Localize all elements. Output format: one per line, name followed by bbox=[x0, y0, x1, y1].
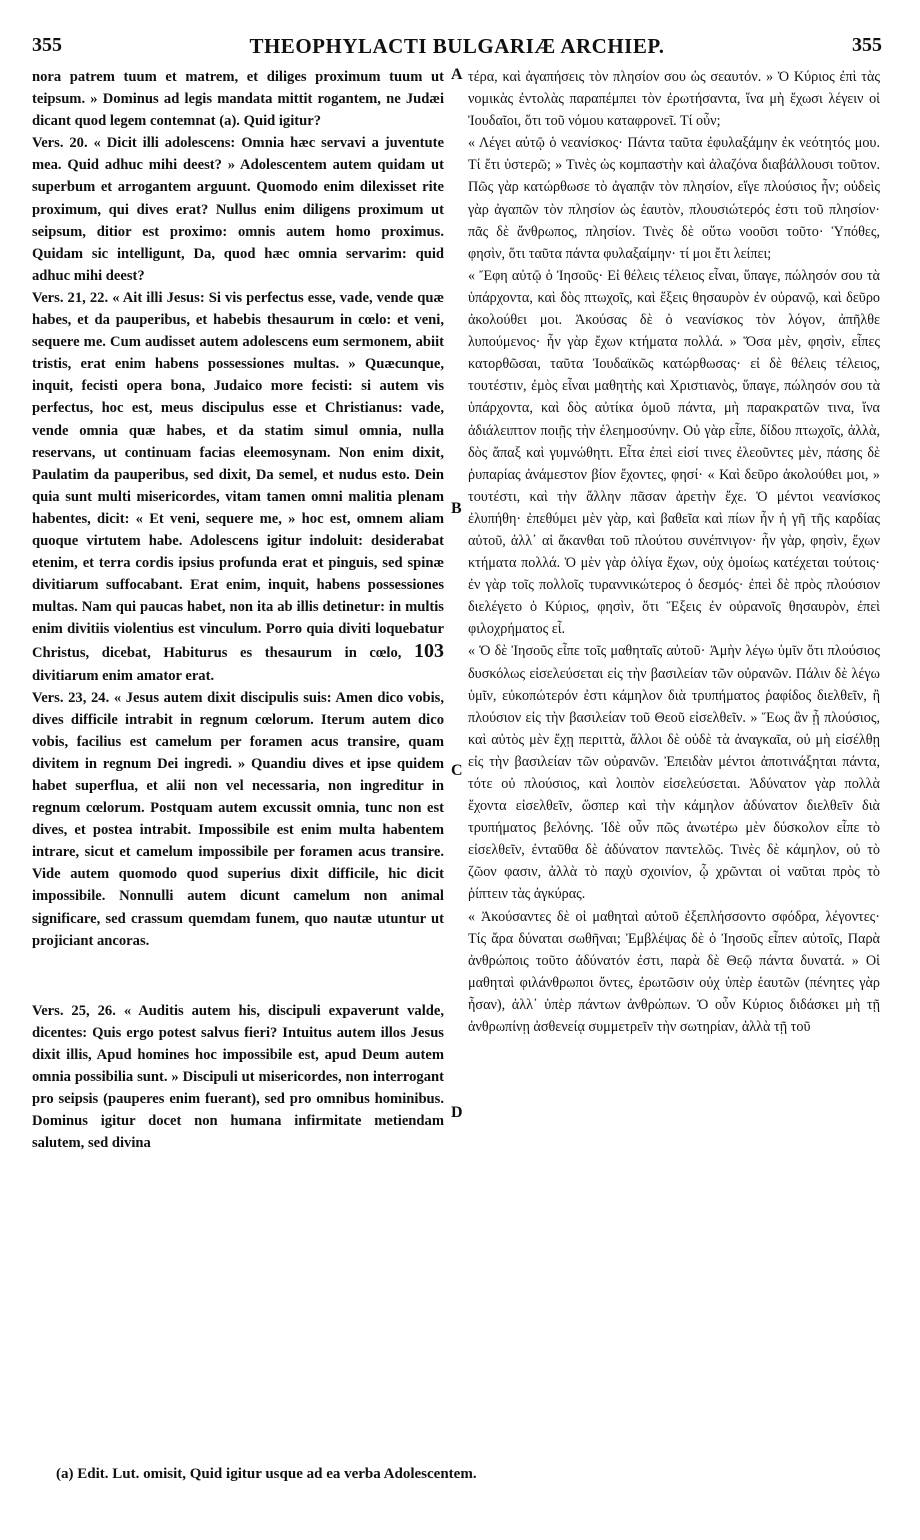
margin-letter-d: D bbox=[451, 1104, 463, 1121]
greek-paragraph: « Ἔφη αὐτῷ ὁ Ἰησοῦς· Εἰ θέλεις τέλειος εἶναι, ὕπαγε, πώλησόν σου τὰ ὑπάρχοντα, καὶ δὸς πτωχοῖς, καὶ ἕξεις θησαυρὸν ἐν οὐρανῷ, καὶ δεῦρο ἀκολούθει μοι. Ἀκούσας δὲ ὁ νεανίσκος τὸν λόγον, ἀπῆλθε λυπούμενος· ἦν γὰρ ἔχων κτήματα πολλά. » Ὅσα μὲν, φησὶν, εἶπες κατορθῶσαι, ταῦτα Ἰουδαϊκῶς κατώρθωσας· εἰ δὲ θέλεις τέλειος, τουτέστιν, ἐμὸς εἶναι μαθητὴς καὶ Χριστιανὸς, ὕπαγε, πώλησόν σου τὰ ὑπάρχοντα, καὶ δὸς αὐτίκα ὁμοῦ πάντα, μὴ παρακρατῶν τινα, ἵνα ἀδιάλειπτον ποιῇς τὴν ἐλεημοσύνην. Οὐ γὰρ εἶπε, δίδου πτωχοῖς, ἀλλὰ, δὸς ἅπαξ καὶ γυμνώθητι. Εἶτα ἐπεὶ εἰσί τινες ἐλεοῦντες μὲν, πάσης δὲ ῥυπαρίας ἀνάμεστον βίον ἔχοντες, φησί· « Καὶ δεῦρο ἀκολούθει μοι, » τουτέστι, καὶ τὴν ἄλλην πᾶσαν ἀρετὴν ἔχε. Ὁ μέντοι νεανίσκος ἐλυπήθη· ἐπεθύμει μὲν γὰρ, καὶ βαθεῖα καὶ πίων ἦν ἡ γῆ τῆς καρδίας αὐτοῦ, ἀλλ᾽ αἱ ἄκανθαι τοῦ πλούτου συνέπνιγον· ἦν γὰρ, φησὶν, ἔχων κτήματα πολλά. Ὁ μὲν γὰρ ὀλίγα ἔχων, οὐχ ὁμοίως κατέχεται τούτοις· ἐν γὰρ τοῖς πολλοῖς τυραννικώτερος ὁ δεσμός· ἐπεὶ δὲ πρὸς πλούσιον διελέγετο ὁ Κύριος, φησὶν, ὅτι Ἕξεις ἐν οὐρανοῖς θησαυρὸν, ἐπεὶ φιλοχρήματος εἶ. bbox=[468, 267, 880, 638]
latin-text: divitiarum enim amator erat. bbox=[32, 667, 215, 684]
latin-paragraph: Vers. 20. « Dicit illi adolescens: Omnia hæc servavi a juventute mea. Quid adhuc mihi deest? » Adolescentem autem quidam ut superbum et arrogantem arguunt. Quomodo enim dilexisset rite proximum, qui dives erat? Nullus enim diligens proximum ut seipsum, ditior est proximo: omnis autem homo proximus. Quidam sic intelligunt, Da, quod hæc omnia servarim: quid adhuc mihi deest? bbox=[32, 135, 444, 284]
latin-paragraph: Vers. 23, 24. « Jesus autem dixit discipulis suis: Amen dico vobis, dives difficile intrabit in regnum cœlorum. Iterum autem dico vobis, facilius est camelum per foramen acus transire, quam divitem in regnum Dei ingredi. » Quandiu dives et ipse quidem habet superflua, et alii non vel necessaria, non ingreditur in regnum cœlorum. Postquam autem excussit omnia, tunc non est dives, et postea intrabit. Impossibile est enim multa habentem intrare, sicut et camelum impossibile per foramen acus transire. Vide autem quomodo quod superius dixit difficile, hic dicit impossibile. Nonnulli autem dicunt camelum non animal significare, sed crassum quemdam funem, quo nautæ utuntur ut projiciant ancoras. bbox=[32, 689, 444, 949]
page-number-left: 355 bbox=[32, 34, 62, 56]
page-number-right: 355 bbox=[852, 34, 882, 56]
footnote: (a) Edit. Lut. omisit, Quid igitur usque ad ea verba Adolescentem. bbox=[56, 1466, 477, 1482]
latin-text: Vers. 21, 22. « Ait illi Jesus: Si vis perfectus esse, vade, vende quæ habes, et da pauperibus, et habebis thesaurum in cœlo: et veni, sequere me. Cum audisset autem adolescens eum sermonem, abiit tristis, erat enim habens possessiones multas. » Quæcunque, inquit, fecisti opera bona, Judaico more fecisti: si autem vis perfectus, hoc est, meus discipulus esse et Christianus: vade, vende omnia quæ habes, et da statim simul omnia, nulla reservans, ut continuam facias eleemosynam. Non enim dixit, Paulatim da pauperibus, sed dixit, Da semel, et nudus esto. Dein quia sunt multi misericordes, vitam tamen omni malitia plenam habentes, dicit: « Et veni, sequere me, » hoc est, omnem aliam quoque virtutem habe. Adolescens igitur indoluit: desiderabat etenim, et terra cordis ipsius profunda erat et pinguis, sed spinæ divitiarum suffocabant. Erat enim, inquit, habens possessiones multas. Nam qui paucas habet, non ita ab illis detinetur: in multis enim divitiis violentius est vinculum. Porro quia diviti loquebatur Christus, dicebat, Habiturus es thesaurum in cœlo, bbox=[32, 289, 444, 662]
marginal-marker: 103 bbox=[414, 640, 444, 663]
latin-column bbox=[32, 66, 444, 1154]
greek-paragraph: « Λέγει αὐτῷ ὁ νεανίσκος· Πάντα ταῦτα ἐφυλαξάμην ἐκ νεότητός μου. Τί ἔτι ὑστερῶ; » Τινὲς ὡς κομπαστὴν καὶ ἀλαζόνα διαβάλλουσι τοῦτον. Πῶς γὰρ κατώρθωσε τὸ ἀγαπᾷν τὸν πλησίον, εἴγε πλούσιος ἦν; οὐδεὶς γὰρ ἀγαπῶν τὸν πλησίον ὡς ἑαυτὸν, πλουσιώτερός ἐστι τοῦ πλησίον· πᾶς δὲ ἄνθρωπος, πλησίον. Τινὲς δὲ οὕτω νοοῦσι τοῦτο· Ὑπόθες, φησὶν, ὅτι ταῦτα πάντα φυλαξαίμην· τί μοι ἔτι λείπει; bbox=[468, 135, 880, 262]
margin-letter-b: B bbox=[451, 500, 462, 517]
running-title: THEOPHYLACTI BULGARIÆ ARCHIEP. bbox=[249, 34, 665, 58]
greek-column bbox=[468, 66, 880, 1038]
margin-letter-c: C bbox=[451, 762, 463, 779]
latin-paragraph: nora patrem tuum et matrem, et diliges proximum tuum ut teipsum. » Dominus ad legis mandata mittit rogantem, ne Judæi dicant quod legem contemnat (a). Quid igitur? bbox=[32, 69, 444, 130]
latin-paragraph: Vers. 25, 26. « Auditis autem his, discipuli expaverunt valde, dicentes: Quis ergo potest salvus fieri? Intuitus autem illos Jesus dixit illis, Apud homines hoc impossibile est, apud Deum autem omnia possibilia sunt. » Discipuli ut misericordes, non interrogant pro seipsis (pauperes enim fuerant), sed pro omnibus hominibus. Dominus igitur docet non humana infirmitate metiendam salutem, sed divina bbox=[32, 1002, 444, 1152]
greek-paragraph: « Ἀκούσαντες δὲ οἱ μαθηταὶ αὐτοῦ ἐξεπλήσσοντο σφόδρα, λέγοντες· Τίς ἄρα δύναται σωθῆναι; Ἐμβλέψας δὲ ὁ Ἰησοῦς εἶπεν αὐτοῖς, Παρὰ ἀνθρώποις τοῦτο ἀδύνατόν ἐστι, παρὰ δὲ Θεῷ πάντα δυνατά. » Οἱ μαθηταὶ φιλάνθρωποι ὄντες, ἐρωτῶσιν οὐχ ὑπὲρ ἑαυτῶν (πένητες γὰρ ἦσαν), ἀλλ᾽ ὑπὲρ πάντων ἀνθρώπων. Ὁ οὖν Κύριος διδάσκει μὴ τῇ ἀνθρωπίνῃ ἀσθενείᾳ συμμετρεῖν τὴν σωτηρίαν, ἀλλὰ τῇ τοῦ bbox=[468, 908, 880, 1036]
greek-paragraph: « Ὁ δὲ Ἰησοῦς εἶπε τοῖς μαθηταῖς αὐτοῦ· Ἀμὴν λέγω ὑμῖν ὅτι πλούσιος δυσκόλως εἰσελεύσεται εἰς τὴν βασιλείαν τῶν οὐρανῶν. Πάλιν δὲ λέγω ὑμῖν, εὐκοπώτερόν ἐστι κάμηλον διὰ τρυπήματος ῥαφίδος διελθεῖν, ἢ πλούσιον εἰς τὴν βασιλείαν τοῦ Θεοῦ εἰσελθεῖν. » Ἕως ἂν ᾖ πλούσιος, καὶ αὐτὸς μὲν ἔχῃ περιττὰ, ἄλλοι δὲ οὐδὲ τὰ ἀναγκαῖα, οὐ μὴ εἰσέλθῃ εἰς τὴν βασιλείαν τῶν οὐρανῶν. Ἐπειδὰν μέντοι ἀποτινάξηται πάντα, τότε οὐ πλούσιος, καὶ λοιπὸν εἰσελεύσεται. Ἀδύνατον γὰρ πολλὰ ἔχοντα εἰσελθεῖν, ὥσπερ καὶ τὴν κάμηλον ἀδύνατον διελθεῖν διὰ τρυπήματος βελόνης. Ἰδὲ οὖν πῶς ἀνωτέρω μὲν δύσκολον εἶπε τὸ εἰσελθεῖν, ἐνταῦθα δὲ ἀδύνατον παντελῶς. Τινὲς δὲ κάμηλον, οὐ τὸ ζῶον φασιν, ἀλλὰ τὸ παχὺ σχοινίον, ᾧ χρῶνται οἱ ναῦται πρὸς τὸ ῥίπτειν τὰς ἀγκύρας. bbox=[468, 643, 880, 903]
latin-paragraph bbox=[32, 287, 444, 687]
margin-letter-a: A bbox=[451, 66, 463, 83]
greek-paragraph: τέρα, καὶ ἀγαπήσεις τὸν πλησίον σου ὡς σεαυτόν. » Ὁ Κύριος ἐπὶ τὰς νομικὰς ἐντολὰς παραπέμπει τὸν ἐρωτήσαντα, ἵνα μὴ ἔχωσι λέγειν οἱ Ἰουδαῖοι, ὅτι τοῦ νόμου καταφρονεῖ. Τί οὖν; bbox=[468, 69, 880, 130]
page-header bbox=[32, 34, 882, 64]
